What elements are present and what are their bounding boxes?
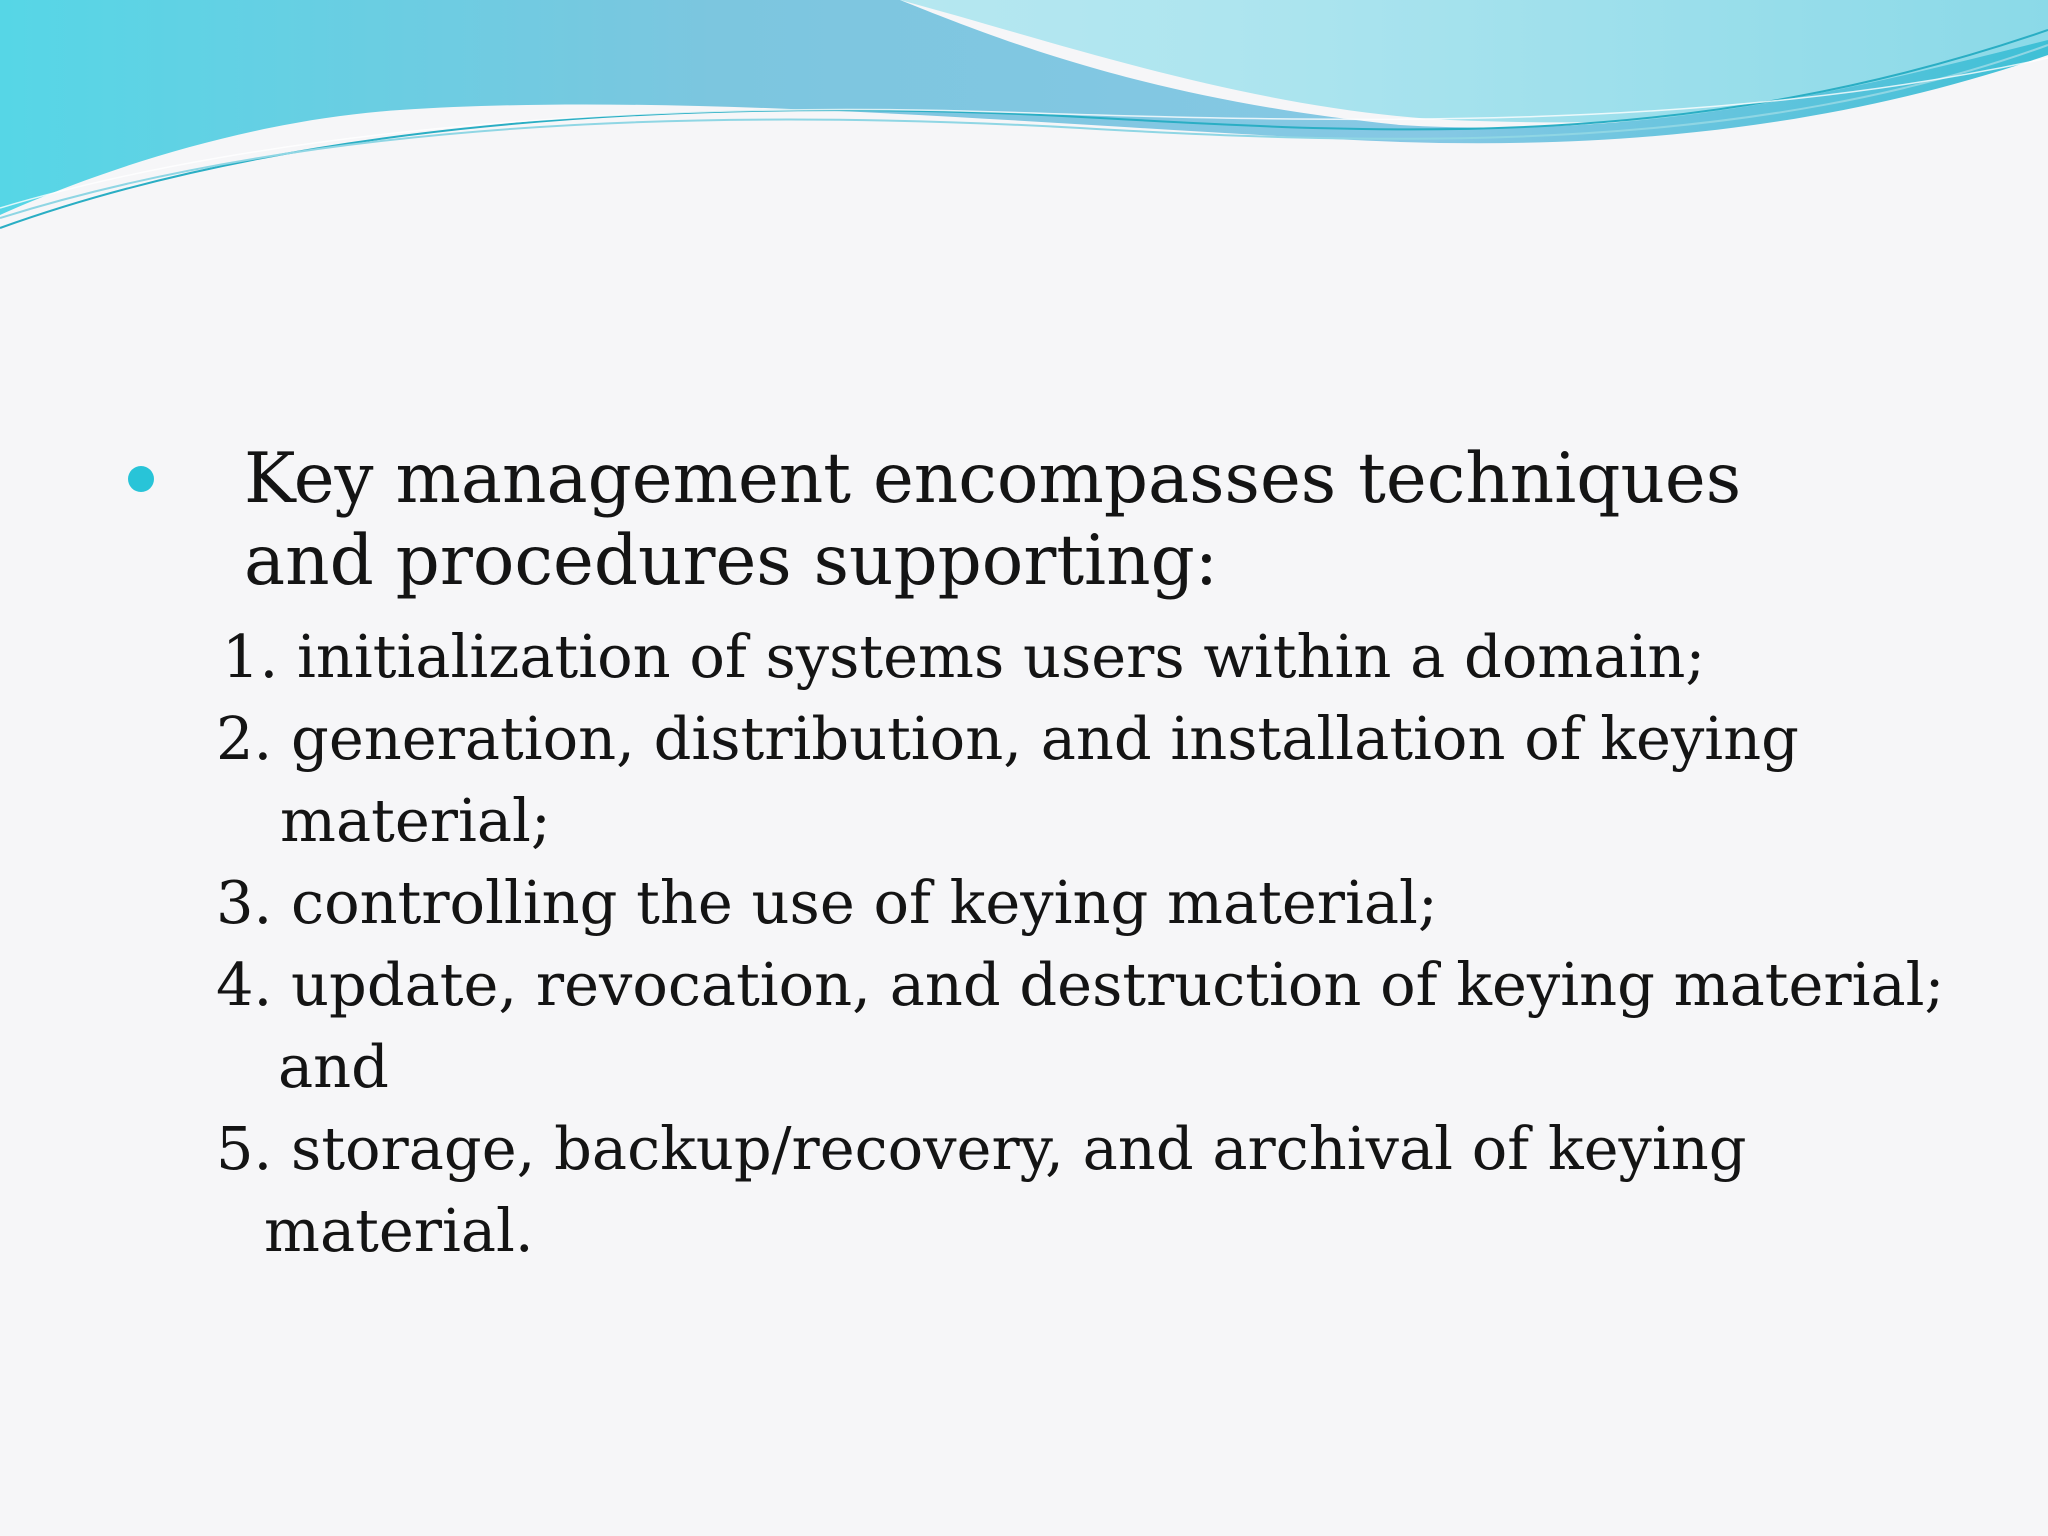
list-item-5-continued: material. <box>264 1196 534 1265</box>
list-item-3: 3. controlling the use of keying material; <box>216 868 1438 937</box>
list-item-2: 2. generation, distribution, and installation of keying <box>216 704 1799 773</box>
list-item-4: 4. update, revocation, and destruction of keying material; <box>216 950 1945 1019</box>
list-item-1: 1. initialization of systems users within a domain; <box>222 622 1706 691</box>
list-item-2-continued: material; <box>280 786 551 855</box>
list-item-5: 5. storage, backup/recovery, and archival of keying <box>216 1114 1747 1183</box>
main-bullet-text: Key management encompasses techniques and procedures supporting: <box>244 439 1742 601</box>
list-item-4-continued: and <box>278 1032 389 1101</box>
